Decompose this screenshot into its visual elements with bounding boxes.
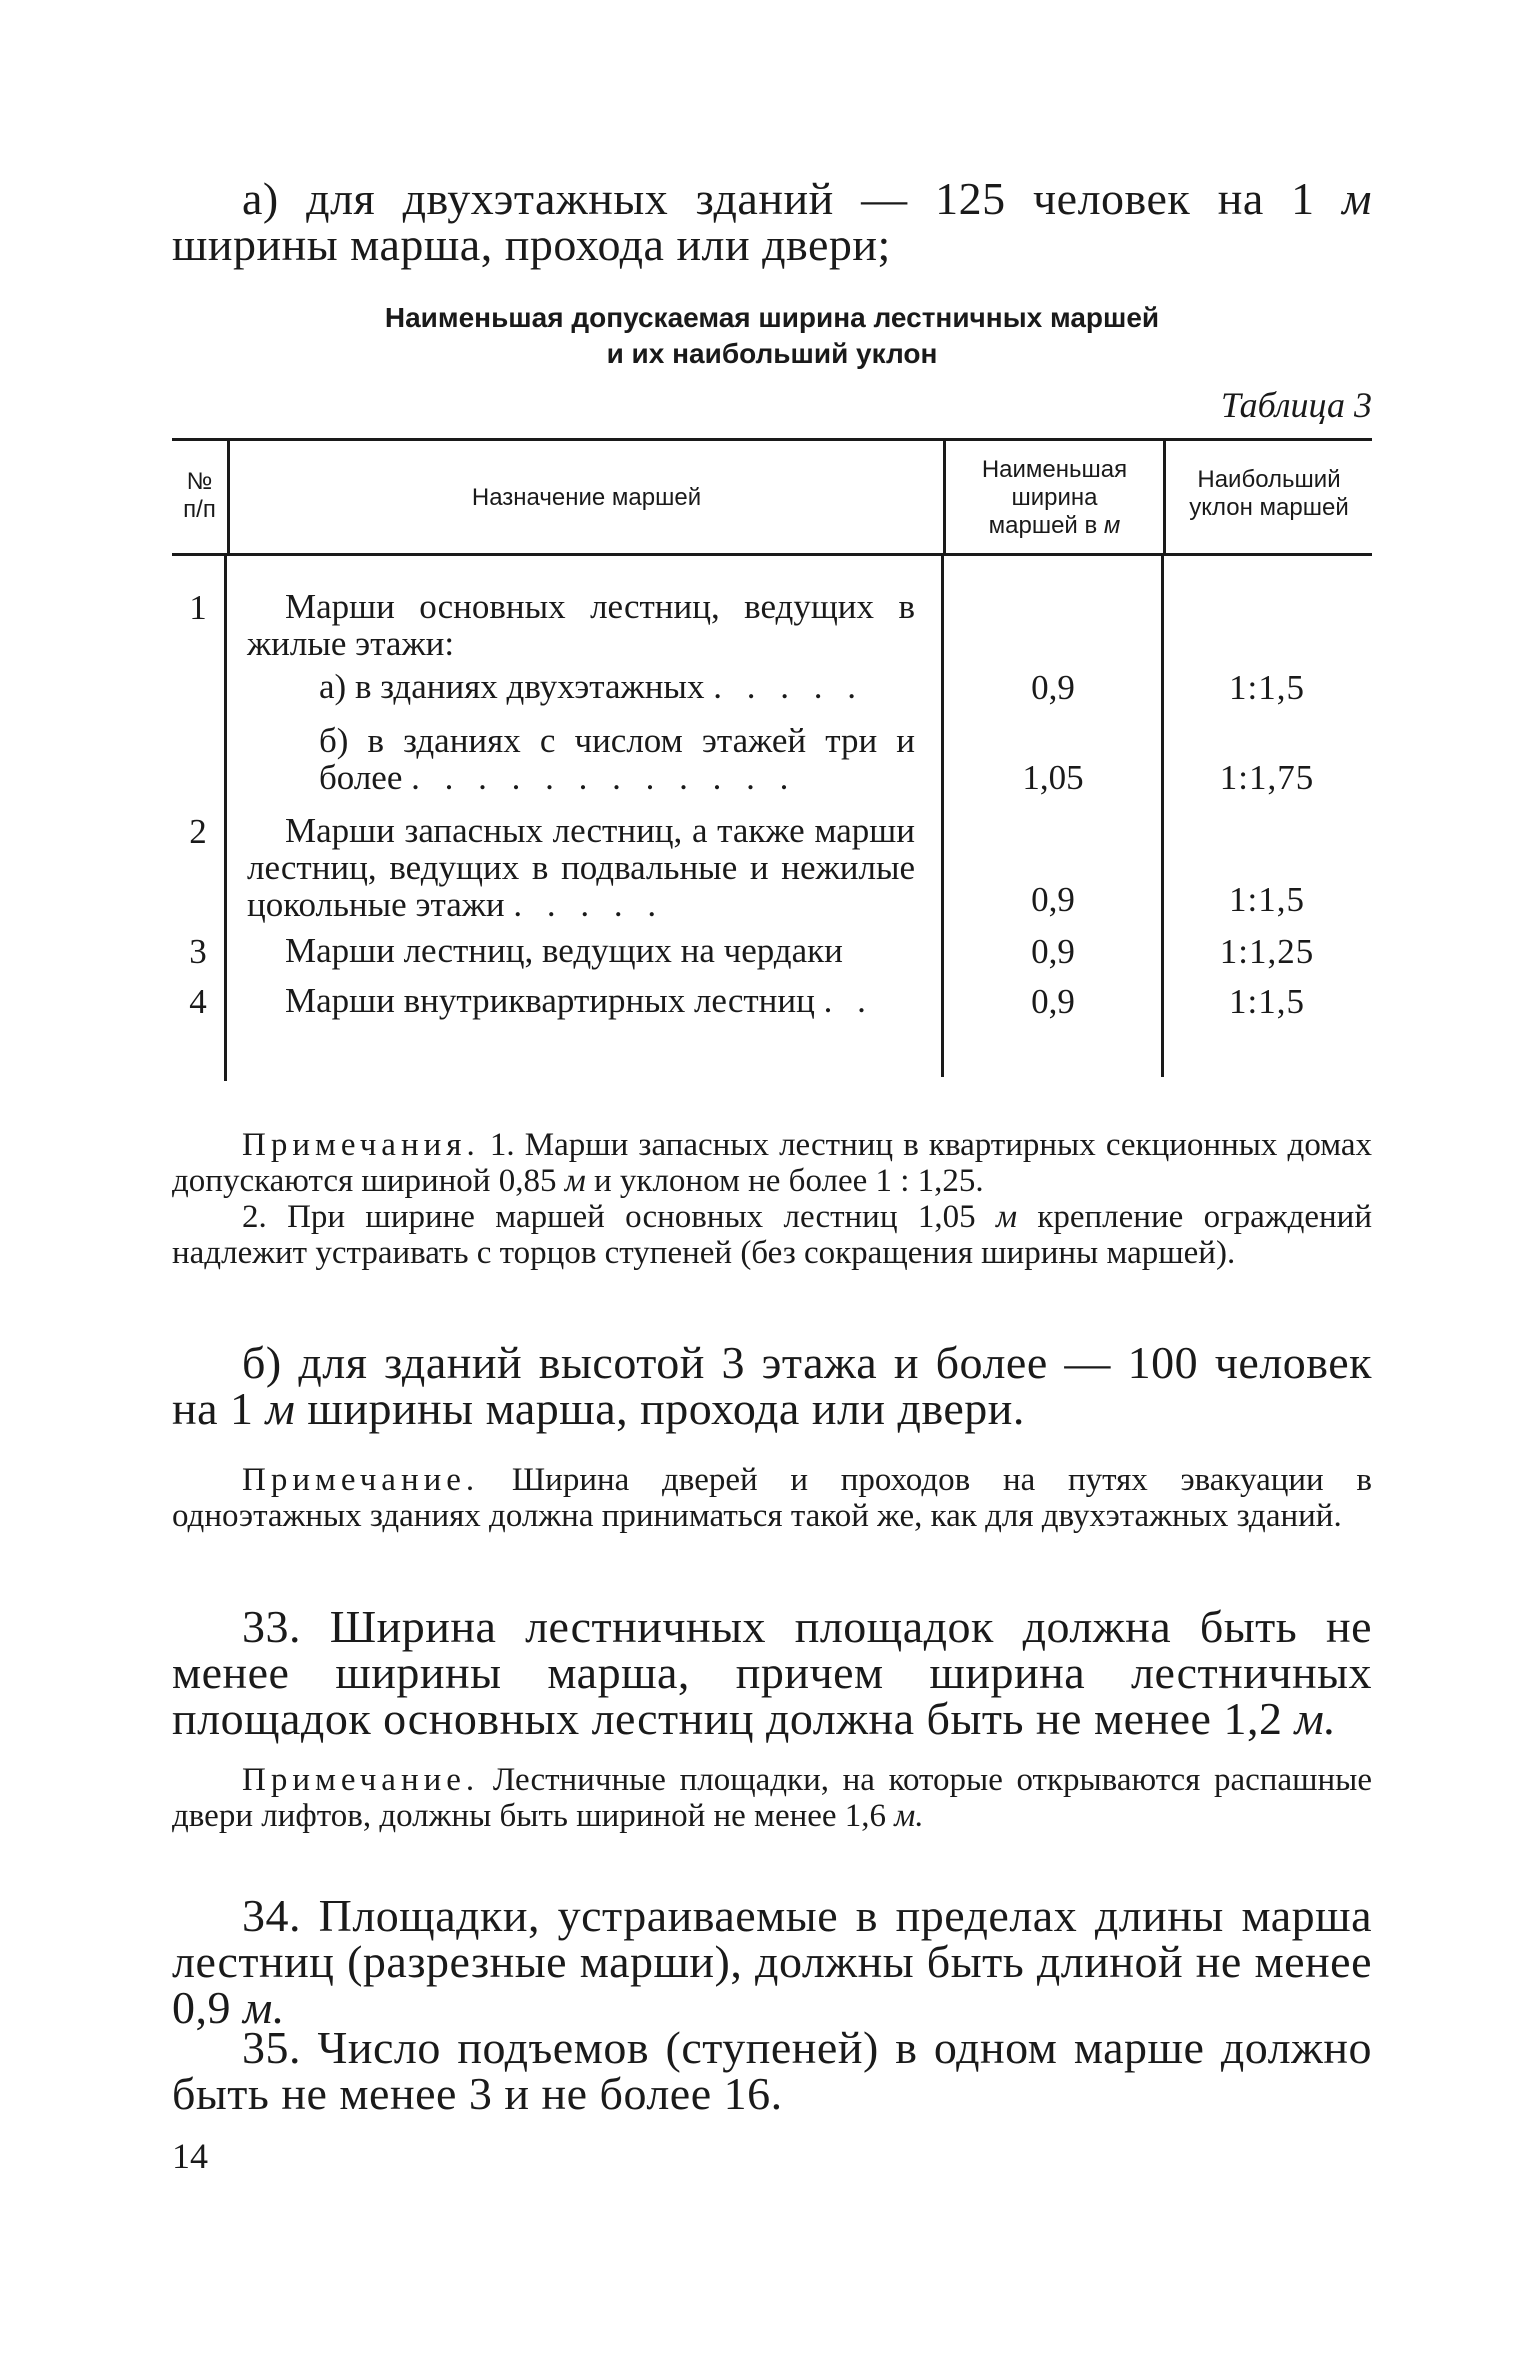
table-header-no-line1: № xyxy=(186,468,213,495)
table-header-width-line1: Наименьшая xyxy=(981,456,1128,483)
page-number: 14 xyxy=(172,2136,208,2176)
table-header-slope-line1: Наибольший xyxy=(1197,466,1341,493)
table-row-1b-desc: б) в зданиях с числом этажей три и более . . . . . . . . . . . . xyxy=(319,721,915,797)
table-row-1b-slope: 1:1,75 xyxy=(1219,758,1315,797)
table-row-1-desc: Марши основных лестниц, ведущих в жилые этажи: xyxy=(247,587,915,663)
table-title-line2: и их наибольший уклон xyxy=(606,338,938,369)
notes-1-item-2: 2. При ширине маршей основных лестниц 1,05 м крепление ограждений надлежит устраивать с торцов ступеней (без сокращения ширины маршей). xyxy=(172,1199,1373,1271)
table-header-width xyxy=(946,456,1163,540)
paragraph-b: б) для зданий высотой 3 этажа и более — 100 человек на 1 м ширины марша, прохода или двери. xyxy=(172,1337,1372,1434)
table-row-1a-desc: а) в зданиях двухэтажных . . . . . xyxy=(319,667,864,706)
paragraph-34: 34. Площадки, устраиваемые в пределах длины марша лестниц (разрезные марши), должны быть длиной не менее 0,9 м. xyxy=(172,1890,1372,2033)
table-row-1b-dots: . . . . . . . . . . . . xyxy=(411,758,797,797)
table-row-3-slope: 1:1,25 xyxy=(1219,932,1315,971)
table-header-no-line2: п/п xyxy=(183,496,216,523)
table-header-width-line3: маршей в м xyxy=(988,512,1121,539)
paragraph-33: 33. Ширина лестничных площадок должна быть не менее ширины марша, причем ширина лестничных площадок основных лестниц должна быть не менее 1,2 м. xyxy=(172,1601,1372,1744)
note-2: Примечание. Ширина дверей и проходов на путях эвакуации в одноэтажных зданиях должна приниматься такой же, как для двухэтажных зданий. xyxy=(172,1462,1372,1534)
table-header-width-line2: ширина xyxy=(1011,484,1098,511)
table-row-4-slope: 1:1,5 xyxy=(1229,982,1305,1021)
table-row-2-slope: 1:1,5 xyxy=(1229,880,1305,919)
table-number: Таблица 3 xyxy=(1220,385,1372,425)
table-row-4-dots: . . xyxy=(823,981,874,1020)
table-header-rule xyxy=(172,553,1372,556)
note-3: Примечание. Лестничные площадки, на которые открываются распашные двери лифтов, должны быть шириной не менее 1,6 м. xyxy=(172,1762,1372,1834)
notes-1-label: Примечания. xyxy=(242,1127,480,1163)
table-row-2-width: 0,9 xyxy=(1031,880,1075,919)
table-row-1b-width: 1,05 xyxy=(1022,758,1084,797)
table-row-1a-dots: . . . . . xyxy=(713,667,864,706)
paragraph-a xyxy=(172,173,1372,270)
note-2-label: Примечание. xyxy=(242,1462,480,1498)
note-3-label: Примечание. xyxy=(242,1762,480,1798)
table-header-slope-line2: уклон маршей xyxy=(1189,494,1349,521)
paragraph-a-rest: ширины марша, прохода или двери; xyxy=(172,219,891,270)
paragraph-a-text: а) для двухэтажных зданий — 125 человек на 1 xyxy=(242,173,1315,224)
table-body-divider-1 xyxy=(224,556,227,1081)
table-row-1-no: 1 xyxy=(189,588,207,627)
table-header-width-unit: м xyxy=(1103,512,1121,539)
table-title-line1: Наименьшая допускаемая ширина лестничных маршей xyxy=(384,302,1160,333)
table-top-rule xyxy=(172,438,1372,441)
paragraph-a-unit: м xyxy=(1342,173,1372,224)
table-row-1a-width: 0,9 xyxy=(1031,668,1075,707)
table-header-slope xyxy=(1166,466,1372,522)
table-row-3-no: 3 xyxy=(189,932,207,971)
table-header-no xyxy=(172,468,227,524)
table-row-1a-slope: 1:1,5 xyxy=(1229,668,1305,707)
table-row-4-no: 4 xyxy=(189,982,207,1021)
table-row-4-desc: Марши внутриквартирных лестниц . . xyxy=(285,981,874,1020)
table-header-purpose: Назначение маршей xyxy=(471,484,702,511)
table-row-2-dots: . . . . . xyxy=(513,885,665,924)
table-row-2-desc: Марши запасных лестниц, а также марши лестниц, ведущих в подвальные и нежилые цокольные этажи . . . . . xyxy=(247,811,915,924)
table-row-3-width: 0,9 xyxy=(1031,932,1075,971)
paragraph-35: 35. Число подъемов (ступеней) в одном марше должно быть не менее 3 и не более 16. xyxy=(172,2022,1372,2119)
table-row-3-desc: Марши лестниц, ведущих на чердаки xyxy=(285,931,843,970)
table-row-2-no: 2 xyxy=(189,812,207,851)
table-row-4-width: 0,9 xyxy=(1031,982,1075,1021)
notes-1-item-1: Примечания. 1. Марши запасных лестниц в квартирных секционных домах допускаются шириной 0,85 м и уклоном не более 1 : 1,25. xyxy=(172,1127,1372,1199)
